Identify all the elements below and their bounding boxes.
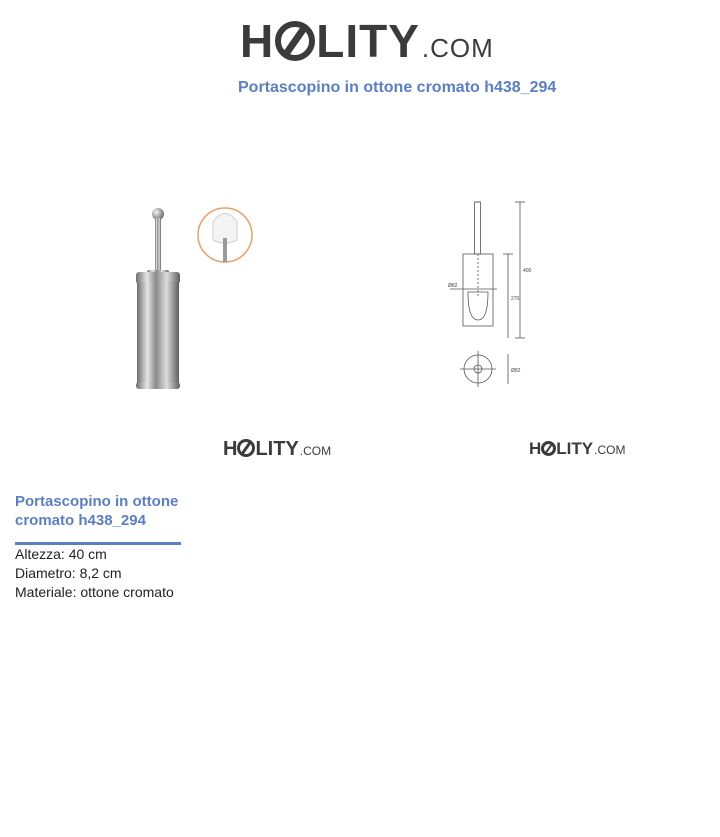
toilet-brush-holder-icon: [136, 208, 180, 389]
logo-domain: .COM: [421, 33, 494, 63]
logo-domain: .COM: [594, 443, 626, 457]
logo-wordmark: LITY: [316, 15, 420, 67]
heading-divider: [15, 542, 181, 545]
product-photo-watermark-logo: [223, 437, 331, 461]
logo-letter-h: H: [240, 15, 275, 67]
spec-diameter: Diametro: 8,2 cm: [15, 565, 122, 581]
logo-wordmark: LITY: [255, 438, 299, 460]
logo-o-mark-icon: [275, 21, 315, 61]
product-photo: [125, 200, 260, 395]
spec-material: Materiale: ottone cromato: [15, 584, 174, 600]
spec-height: Altezza: 40 cm: [15, 546, 107, 562]
brush-head-detail-icon: [198, 208, 252, 262]
drawing-watermark-logo: [529, 439, 625, 459]
technical-drawing: [440, 192, 540, 392]
logo-letter-h: H: [529, 439, 542, 458]
page-title: Portascopino in ottone cromato h438_294: [238, 79, 557, 96]
product-heading: Portascopino in ottone cromato h438_294: [15, 493, 179, 529]
diameter-body-label: Ø82: [448, 283, 458, 289]
logo-domain: .COM: [299, 444, 332, 458]
logo-o-mark-icon: [541, 441, 556, 456]
logo-wordmark: LITY: [556, 439, 594, 458]
diameter-base-label: Ø82: [511, 368, 521, 374]
height-total-label: 400: [523, 268, 532, 274]
logo-letter-h: H: [223, 438, 238, 460]
holity-logo[interactable]: [240, 14, 494, 68]
height-body-label: 270: [511, 296, 520, 302]
logo-o-mark-icon: [237, 439, 255, 457]
